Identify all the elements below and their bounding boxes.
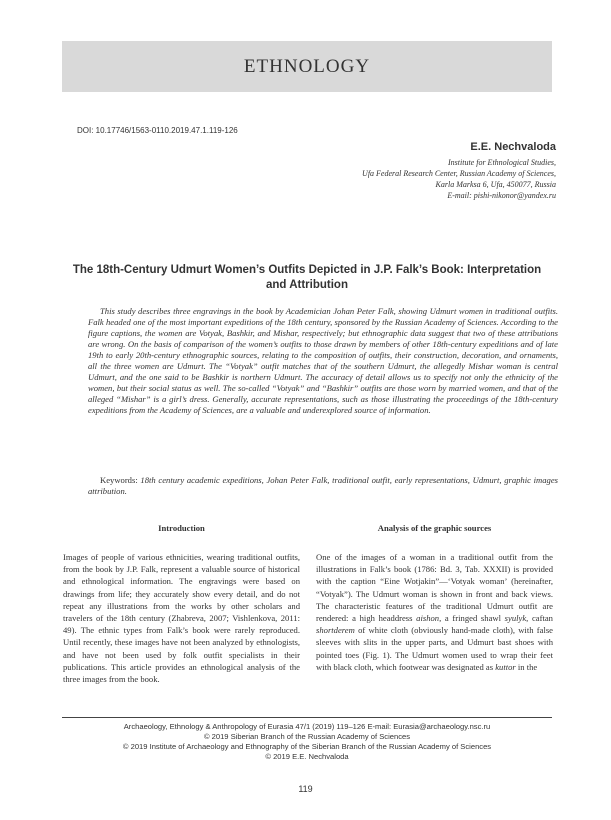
term-kuttor: kuttor: [495, 661, 516, 672]
footer-journal-line: Archaeology, Ethnology & Anthropology of Eurasia 47/1 (2019) 119–126 E-mail: Eurasia@archaeology.nsc.ru: [123, 722, 491, 731]
section-heading-analysis: Analysis of the graphic sources: [377, 523, 492, 533]
author-affiliation: [362, 157, 556, 201]
analysis-body: One of the images of a woman in a traditional outfit from the illustrations in Falk’s book (1786: Bd. 3, Tab. XXXII) is provided with the caption “Eine Wotjakin”—‘Votyak woman’ (hereinafter, “Votyak”). The Udmurt woman is shown in front and back views. The characteristic features of the traditional Udmurt outfit are rendered: a high headdress aishon, a fringed shawl syulyk, caftan shortderem of white cloth (obviously hand-made cloth), with false sleeves with slits in the upper parts, and Udmurt bast shoes with pointed toes (Fig. 1). The Udmurt women used to wrap their feet with black cloth, which footwear was designated as kuttor in the: [316, 552, 553, 672]
affiliation-line: Ufa Federal Research Center, Russian Academy of Sciences,: [362, 169, 556, 178]
keywords: [88, 475, 558, 497]
footer-copyright-line: © 2019 Siberian Branch of the Russian Academy of Sciences: [203, 732, 411, 741]
keywords-text: 18th century academic expeditions, Johan Peter Falk, traditional outfit, early representations, Udmurt, graphic images attribution.: [88, 475, 558, 496]
footer-copyright-line: © 2019 Institute of Archaeology and Ethnography of the Siberian Branch of the Russian Academy of Sciences: [122, 742, 492, 751]
author-email: E-mail: pishi-nikonor@yandex.ru: [447, 191, 556, 200]
affiliation-line: Karla Marksa 6, Ufa, 450077, Russia: [435, 180, 556, 189]
affiliation-line: Institute for Ethnological Studies,: [448, 158, 556, 167]
section-title: ETHNOLOGY: [243, 56, 371, 77]
introduction-body: Images of people of various ethnicities, wearing traditional outfits, from the book by J.P. Falk, represent a valuable source of historical and ethnological information. The engravings were based on drawings from life; they accurately show every detail, and do not repeat any illustrations from the works by other scholars and travelers of the 18th century (Zhabreva, 2007; Vishlenkova, 2011: 49). The ethnic types from Falk’s book were rarely reproduced. Until recently, these images have not been analyzed by ethnologists, and have not been used by folk outfit specialists in their publications. This article provides an ethnological analysis of the three images from the book.: [63, 552, 300, 685]
term-aishon: aishon: [416, 613, 440, 624]
keywords-label: Keywords:: [100, 475, 138, 485]
section-header-band: [62, 41, 552, 92]
footer-copyright-line: © 2019 E.E. Nechvaloda: [265, 752, 349, 761]
footer-divider: [62, 717, 552, 718]
doi: DOI: 10.17746/1563-0110.2019.47.1.119-126: [77, 126, 238, 135]
page-number: 119: [298, 784, 313, 794]
column-right: [316, 523, 553, 673]
column-left: [63, 523, 300, 685]
author-name: E.E. Nechvaloda: [470, 141, 556, 153]
footer: [62, 722, 552, 762]
term-shortderem: shortderem: [316, 625, 355, 636]
section-heading-introduction: Introduction: [158, 523, 205, 533]
abstract: This study describes three engravings in the book by Academician Johan Peter Falk, showing Udmurt women in traditional outfits. Falk headed one of the most important expeditions of the 18th century, sponsored by the Russian Academy of Sciences. According to the figure captions, the women are Votyak, Bashkir, and Mishar, respectively; but ethnographic data suggest that two of these attributions are wrong. On the basis of comparison of the women’s outfits to those drawn by members of other 18th-century expeditions and of late 19th to early 20th-century ethnographic sources, relating to the composition of outfits, their construction, decoration, and ornaments, all the three women are Udmurt. The “Votyak” outfit matches that of the southern Udmurt, the allegedly Mishar woman is central Udmurt, and the one said to be Bashkir is northern Udmurt. The accuracy of detail allows us to specify not only the ethnicity of the women, but their social status as well. The so-called “Votyak” and “Bashkir” outfits are those worn by married women, and that of the alleged “Mishar” is a girl’s dress. Generally, accurate representations, such as those illustrating the proceedings of the 18th-century expeditions from the Academy of Sciences, are a valuable and underexplored source of information.: [88, 306, 558, 415]
term-syulyk: syulyk: [504, 613, 527, 624]
article-title: The 18th-Century Udmurt Women’s Outfits Depicted in J.P. Falk’s Book: Interpretation and Attribution: [72, 264, 542, 291]
